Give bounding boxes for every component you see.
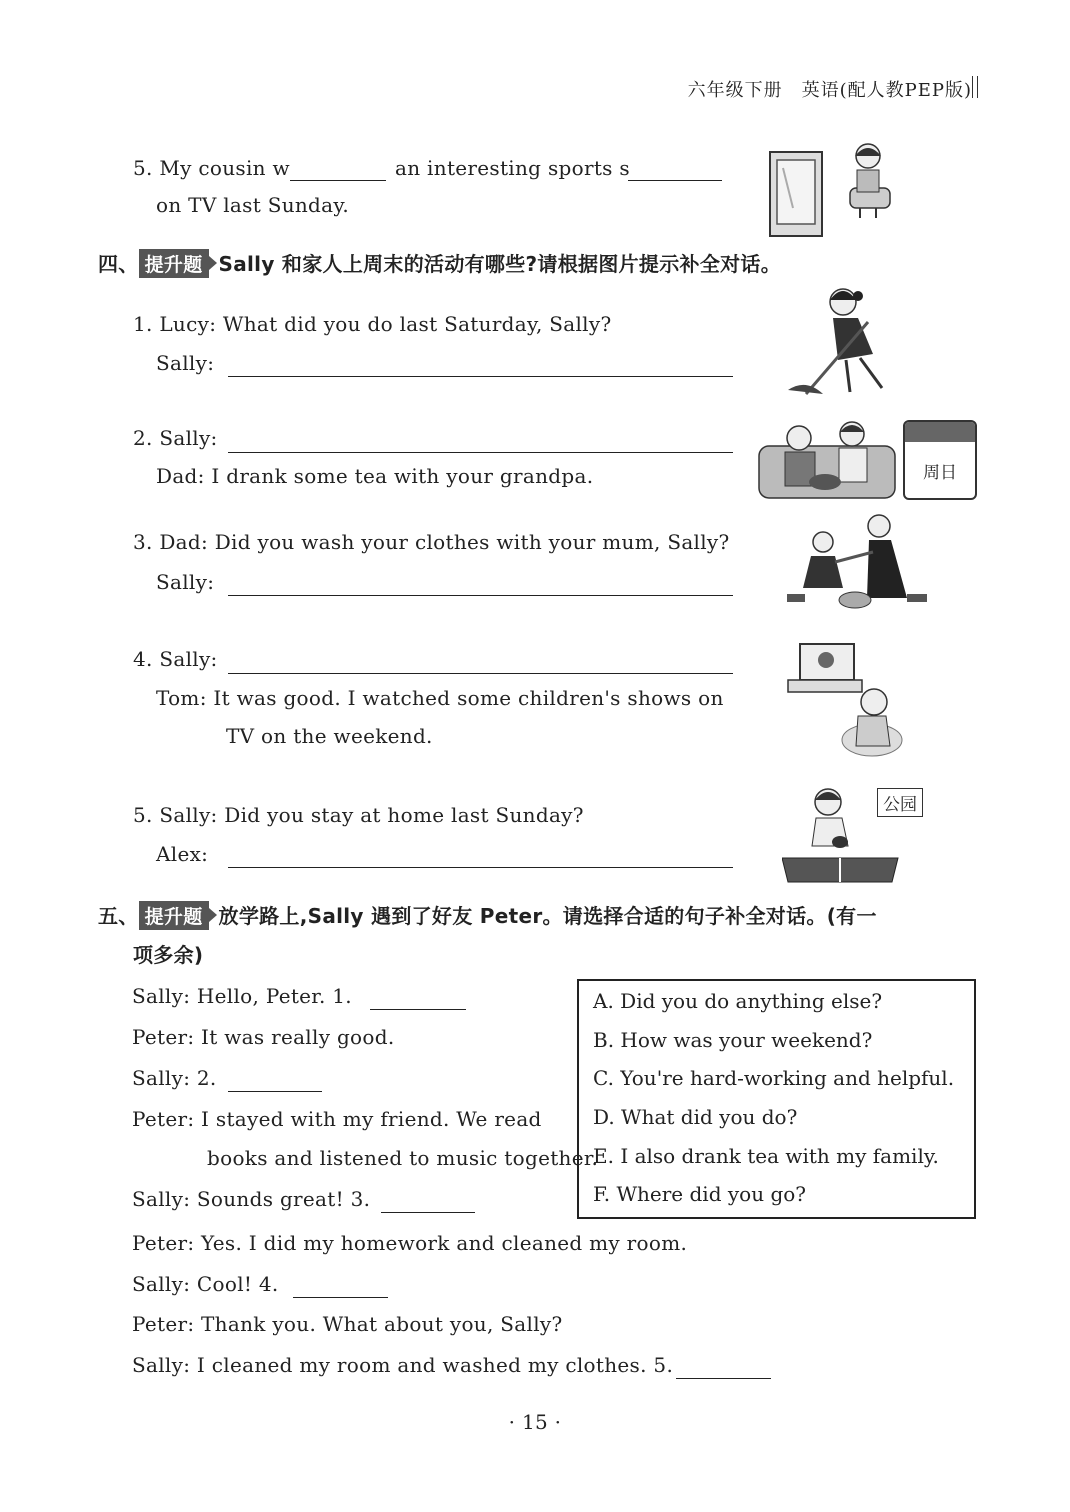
s5-dialog-1: Sally: Hello, Peter. 1. xyxy=(132,984,352,1008)
section5-tag: 提升题 xyxy=(139,901,209,930)
q5-blank-2[interactable] xyxy=(628,180,722,181)
s4-item4-reply: Tom: It was good. I watched some children's shows on xyxy=(156,686,724,710)
page-header: 六年级下册 英语(配人教PEP版) xyxy=(687,80,972,101)
s5-dialog-3: Sally: 2. xyxy=(132,1066,217,1090)
s5-blank-1[interactable] xyxy=(370,1009,466,1010)
section5-instruction: 放学路上,Sally 遇到了好友 Peter。请选择合适的句子补全对话。(有一 xyxy=(218,904,877,928)
s5-blank-5[interactable] xyxy=(676,1378,771,1379)
s5-blank-2[interactable] xyxy=(228,1091,322,1092)
calendar-label: 周日 xyxy=(923,463,957,483)
watching-tv-illustration xyxy=(786,640,906,762)
s4-item5-answer-line[interactable] xyxy=(228,867,733,868)
section5-title xyxy=(98,900,877,930)
calendar-icon xyxy=(903,420,977,500)
section4-title xyxy=(98,248,781,278)
s5-dialog-5: Sally: Sounds great! 3. xyxy=(132,1187,371,1211)
page-number: · 15 · xyxy=(508,1410,562,1434)
section5-number: 五、 xyxy=(98,904,139,928)
s5-blank-3[interactable] xyxy=(381,1212,475,1213)
option-d: D. What did you do? xyxy=(593,1105,798,1129)
s4-item3-answer-line[interactable] xyxy=(228,595,733,596)
s5-dialog-4: Peter: I stayed with my friend. We read xyxy=(132,1107,542,1131)
section5-instruction-cont: 项多余) xyxy=(133,943,204,967)
s5-dialog-8: Peter: Thank you. What about you, Sally? xyxy=(132,1312,563,1336)
option-c: C. You're hard-working and helpful. xyxy=(593,1066,955,1090)
q5-blank-1[interactable] xyxy=(290,180,386,181)
s5-blank-4[interactable] xyxy=(293,1297,388,1298)
section4-instruction: Sally 和家人上周末的活动有哪些?请根据图片提示补全对话。 xyxy=(218,252,782,276)
section4-tag: 提升题 xyxy=(139,249,209,278)
s4-item5-speaker: Alex: xyxy=(156,842,209,866)
s4-item1-question: 1. Lucy: What did you do last Saturday, Sally? xyxy=(133,312,612,336)
park-sign: 公园 xyxy=(877,788,923,817)
tea-with-grandpa-illustration xyxy=(757,416,897,500)
s4-item5-question: 5. Sally: Did you stay at home last Sunday? xyxy=(133,803,584,827)
s5-dialog-7: Sally: Cool! 4. xyxy=(132,1272,279,1296)
option-e: E. I also drank tea with my family. xyxy=(593,1144,939,1168)
s4-item2-reply: Dad: I drank some tea with your grandpa. xyxy=(156,464,594,488)
s4-item1-speaker: Sally: xyxy=(156,351,215,375)
option-b: B. How was your weekend? xyxy=(593,1028,873,1052)
s4-item4-reply-cont: TV on the weekend. xyxy=(226,724,433,748)
sweeping-girl-illustration xyxy=(778,282,898,404)
options-box xyxy=(577,979,976,1219)
s4-item2-speaker: 2. Sally: xyxy=(133,426,218,450)
s4-item3-speaker: Sally: xyxy=(156,570,215,594)
option-f: F. Where did you go? xyxy=(593,1182,807,1206)
s4-item4-speaker: 4. Sally: xyxy=(133,647,218,671)
s5-dialog-4-cont: books and listened to music together. xyxy=(207,1146,599,1170)
s4-item1-answer-line[interactable] xyxy=(228,376,733,377)
tv-watching-illustration xyxy=(765,138,900,238)
s4-item3-question: 3. Dad: Did you wash your clothes with your mum, Sally? xyxy=(133,530,730,554)
q5-line1-a: 5. My cousin w xyxy=(133,156,290,180)
section4-number: 四、 xyxy=(98,252,139,276)
s5-dialog-6: Peter: Yes. I did my homework and cleaned my room. xyxy=(132,1231,688,1255)
header-divider xyxy=(972,76,978,98)
s5-dialog-9: Sally: I cleaned my room and washed my clothes. 5. xyxy=(132,1353,674,1377)
washing-clothes-illustration xyxy=(783,512,933,612)
q5-line1-b: an interesting sports s xyxy=(395,156,630,180)
s4-item4-answer-line[interactable] xyxy=(228,673,733,674)
s5-dialog-2: Peter: It was really good. xyxy=(132,1025,395,1049)
option-a: A. Did you do anything else? xyxy=(593,989,883,1013)
q5-line2: on TV last Sunday. xyxy=(156,193,349,217)
s4-item2-answer-line[interactable] xyxy=(228,452,733,453)
